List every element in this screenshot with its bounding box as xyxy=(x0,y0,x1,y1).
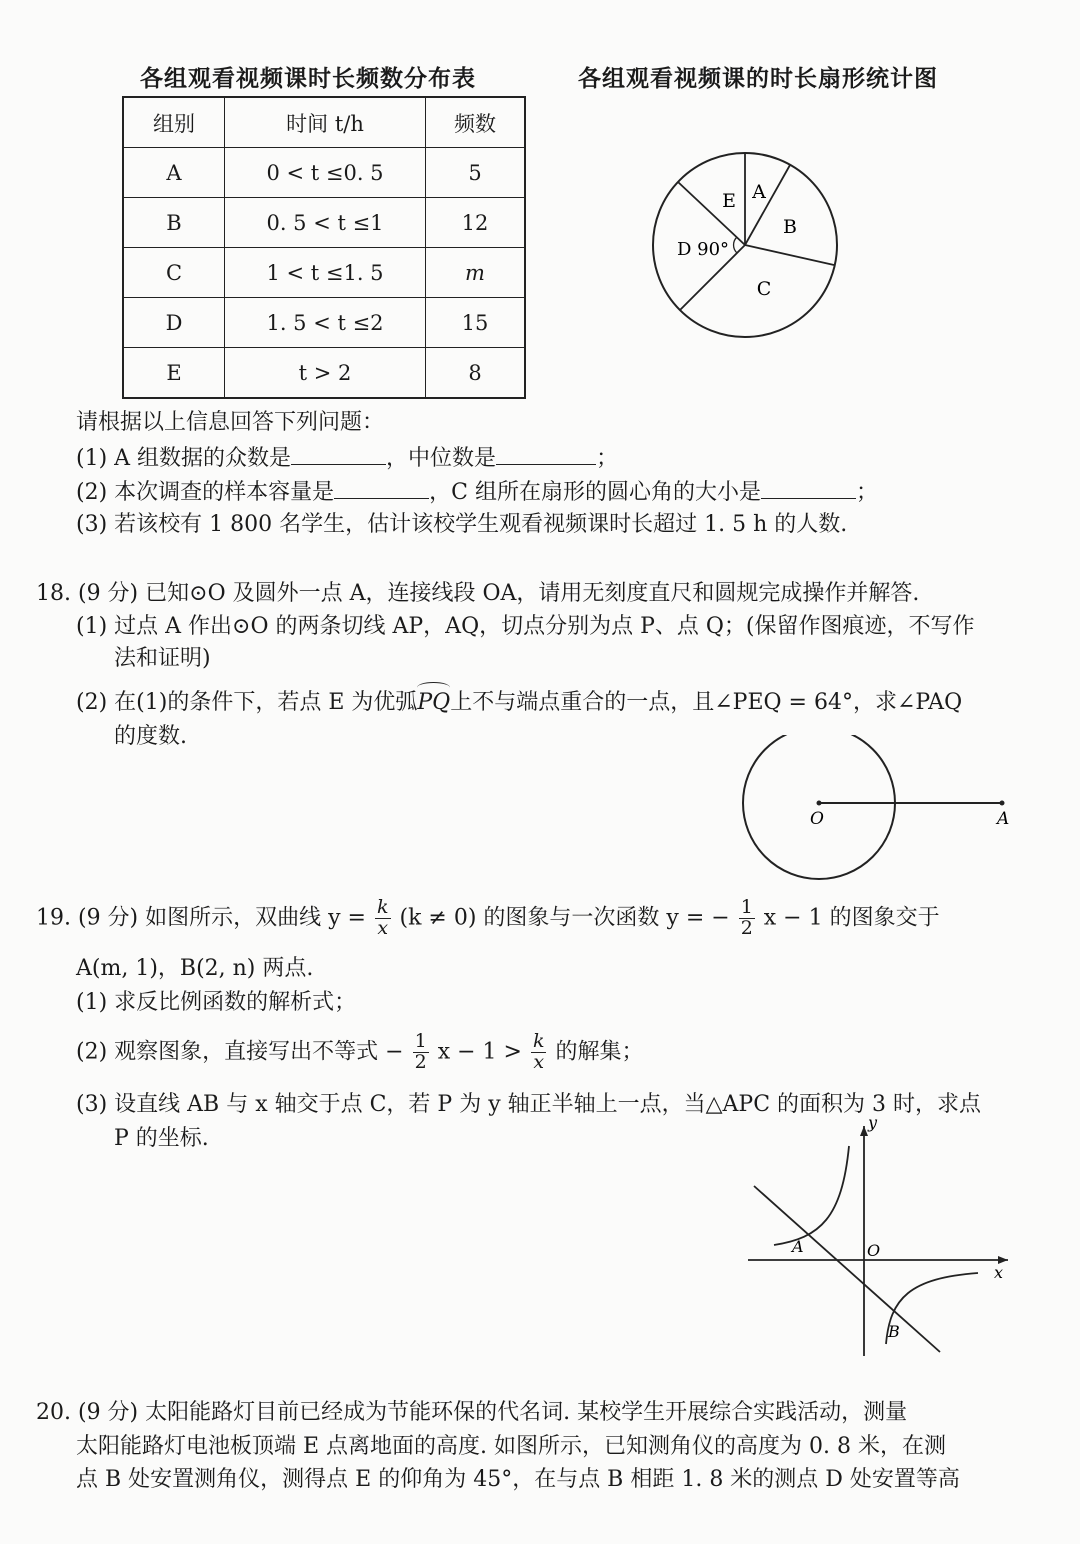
angle-arc xyxy=(734,237,737,253)
q19-text: x − 1 的图象交于 xyxy=(763,905,940,931)
frac-num: 1 xyxy=(414,1030,427,1052)
q20-line1: 20. (9 分) 太阳能路灯目前已经成为节能环保的代名词. 某校学生开展综合实践活动，测量 xyxy=(36,1400,908,1425)
table-cell: E xyxy=(123,348,225,399)
table-cell: t > 2 xyxy=(225,348,426,399)
table-cell: 5 xyxy=(426,148,526,198)
header-cell: 组别 xyxy=(123,97,225,148)
label-o: O xyxy=(867,1241,881,1260)
table-cell: B xyxy=(123,198,225,248)
table-row xyxy=(123,248,525,298)
q17-p1-text: ，中位数是 xyxy=(386,446,497,471)
q17-p2-text: ，C 组所在扇形的圆心角的大小是 xyxy=(429,480,761,505)
table-row xyxy=(123,148,525,198)
q19-line3: (1) 求反比例函数的解析式； xyxy=(76,990,357,1015)
frequency-table xyxy=(122,96,526,399)
table-cell: 12 xyxy=(426,198,526,248)
arc-label: PQ xyxy=(417,690,451,715)
frac-num: k xyxy=(532,1030,545,1052)
pie-title: 各组观看视频课的时长扇形统计图 xyxy=(578,65,938,92)
pie-label-c: C xyxy=(756,278,772,300)
q19-line1 xyxy=(36,898,940,939)
table-title: 各组观看视频课时长频数分布表 xyxy=(140,65,476,92)
label-a: A xyxy=(792,1237,804,1256)
circle-figure xyxy=(730,735,1030,885)
table-cell: 15 xyxy=(426,298,526,348)
table-row xyxy=(123,298,525,348)
q17-p2-text: (2) 本次调查的样本容量是 xyxy=(76,480,335,505)
table-cell: 0. 5 < t ≤1 xyxy=(225,198,426,248)
frac-den: x xyxy=(377,916,389,939)
q18-line4-text: 上不与端点重合的一点，且∠PEQ = 64°，求∠PAQ xyxy=(450,690,963,715)
q18-line3: 法和证明) xyxy=(114,646,211,671)
q19-text: (k ≠ 0) 的图象与一次函数 y = − xyxy=(399,905,730,931)
pie-label-d: D 90° xyxy=(676,239,730,260)
q18-line5: 的度数. xyxy=(114,724,187,749)
table-cell: m xyxy=(426,248,526,298)
pie-label-a: A xyxy=(752,181,766,203)
q17-p2-text: ； xyxy=(856,480,879,505)
fraction-k-over-x xyxy=(531,1032,547,1073)
q20-line3: 点 B 处安置测角仪，测得点 E 的仰角为 45°，在与点 B 相距 1. 8 米的测点 D 处安置等高 xyxy=(76,1467,960,1492)
header-cell: 频数 xyxy=(426,97,526,148)
answer-blank[interactable] xyxy=(761,480,856,499)
y-arrow xyxy=(860,1126,868,1136)
q19-line6: P 的坐标. xyxy=(114,1126,209,1151)
table-row xyxy=(123,348,525,399)
q19-line2: A(m, 1)，B(2, n) 两点. xyxy=(76,956,314,981)
hyperbola-branch-left xyxy=(774,1146,849,1245)
table-cell: 1 < t ≤1. 5 xyxy=(225,248,426,298)
table-cell: A xyxy=(123,148,225,198)
frac-den: x xyxy=(533,1050,545,1073)
q17-part1 xyxy=(76,446,618,472)
pie-divider xyxy=(745,245,834,265)
table-cell: 0 < t ≤0. 5 xyxy=(225,148,426,198)
circle-o xyxy=(743,735,895,879)
answer-blank[interactable] xyxy=(334,480,429,499)
q17-p1-text: ； xyxy=(596,446,619,471)
q18-line4-text: (2) 在(1)的条件下，若点 E 为优弧 xyxy=(76,690,418,715)
pie-label-e: E xyxy=(722,190,736,212)
answer-blank[interactable] xyxy=(496,446,596,465)
table-header-row xyxy=(123,97,525,148)
q20-line2: 太阳能路灯电池板顶端 E 点离地面的高度. 如图所示，已知测角仪的高度为 0. 8 米，在测 xyxy=(76,1434,947,1459)
q18-line4 xyxy=(76,690,962,716)
table-row xyxy=(123,198,525,248)
arc-mark xyxy=(417,682,450,693)
arc-pq xyxy=(417,690,450,716)
fraction-half xyxy=(739,898,755,939)
pie-label-b: B xyxy=(783,216,797,238)
line-ab xyxy=(754,1186,940,1352)
q18-line2: (1) 过点 A 作出⊙O 的两条切线 AP，AQ，切点分别为点 P、点 Q；(保留作图痕迹，不写作 xyxy=(76,614,975,639)
q19-text: 19. (9 分) 如图所示，双曲线 y = xyxy=(36,905,366,931)
q17-p1-text: (1) A 组数据的众数是 xyxy=(76,446,292,471)
frac-den: 2 xyxy=(414,1050,427,1073)
q19-line5: (3) 设直线 AB 与 x 轴交于点 C，若 P 为 y 轴正半轴上一点，当△APC 的面积为 3 时，求点 xyxy=(76,1092,982,1117)
label-o: O xyxy=(810,809,824,829)
frac-den: 2 xyxy=(740,916,753,939)
q19-text: 的解集； xyxy=(555,1039,644,1065)
frac-num: 1 xyxy=(740,896,753,918)
q19-line4 xyxy=(76,1032,643,1073)
point-o xyxy=(817,801,822,806)
q17-intro: 请根据以上信息回答下列问题： xyxy=(76,410,385,435)
label-x: x xyxy=(994,1263,1004,1282)
q18-line1: 18. (9 分) 已知⊙O 及圆外一点 A，连接线段 OA，请用无刻度直尺和圆规完成操作并解答. xyxy=(36,581,920,606)
table-cell: 8 xyxy=(426,348,526,399)
fraction-k-over-x xyxy=(375,898,391,939)
answer-blank[interactable] xyxy=(291,446,386,465)
label-y: y xyxy=(868,1118,878,1132)
label-a: A xyxy=(997,809,1010,829)
pie-chart xyxy=(640,140,850,350)
hyperbola-graph xyxy=(740,1118,1020,1368)
q19-text: x − 1 > xyxy=(437,1039,522,1065)
q19-text: (2) 观察图象，直接写出不等式 − xyxy=(76,1039,404,1065)
fraction-half xyxy=(413,1032,429,1073)
frac-num: k xyxy=(376,896,389,918)
label-b: B xyxy=(888,1322,900,1341)
table-cell: 1. 5 < t ≤2 xyxy=(225,298,426,348)
table-cell: C xyxy=(123,248,225,298)
q17-part2 xyxy=(76,480,878,506)
q17-part3: (3) 若该校有 1 800 名学生，估计该校学生观看视频课时长超过 1. 5 h 的人数. xyxy=(76,512,848,537)
table-cell: D xyxy=(123,298,225,348)
hyperbola-branch-right xyxy=(886,1273,978,1344)
point-a xyxy=(1000,801,1005,806)
header-cell: 时间 t/h xyxy=(225,97,426,148)
